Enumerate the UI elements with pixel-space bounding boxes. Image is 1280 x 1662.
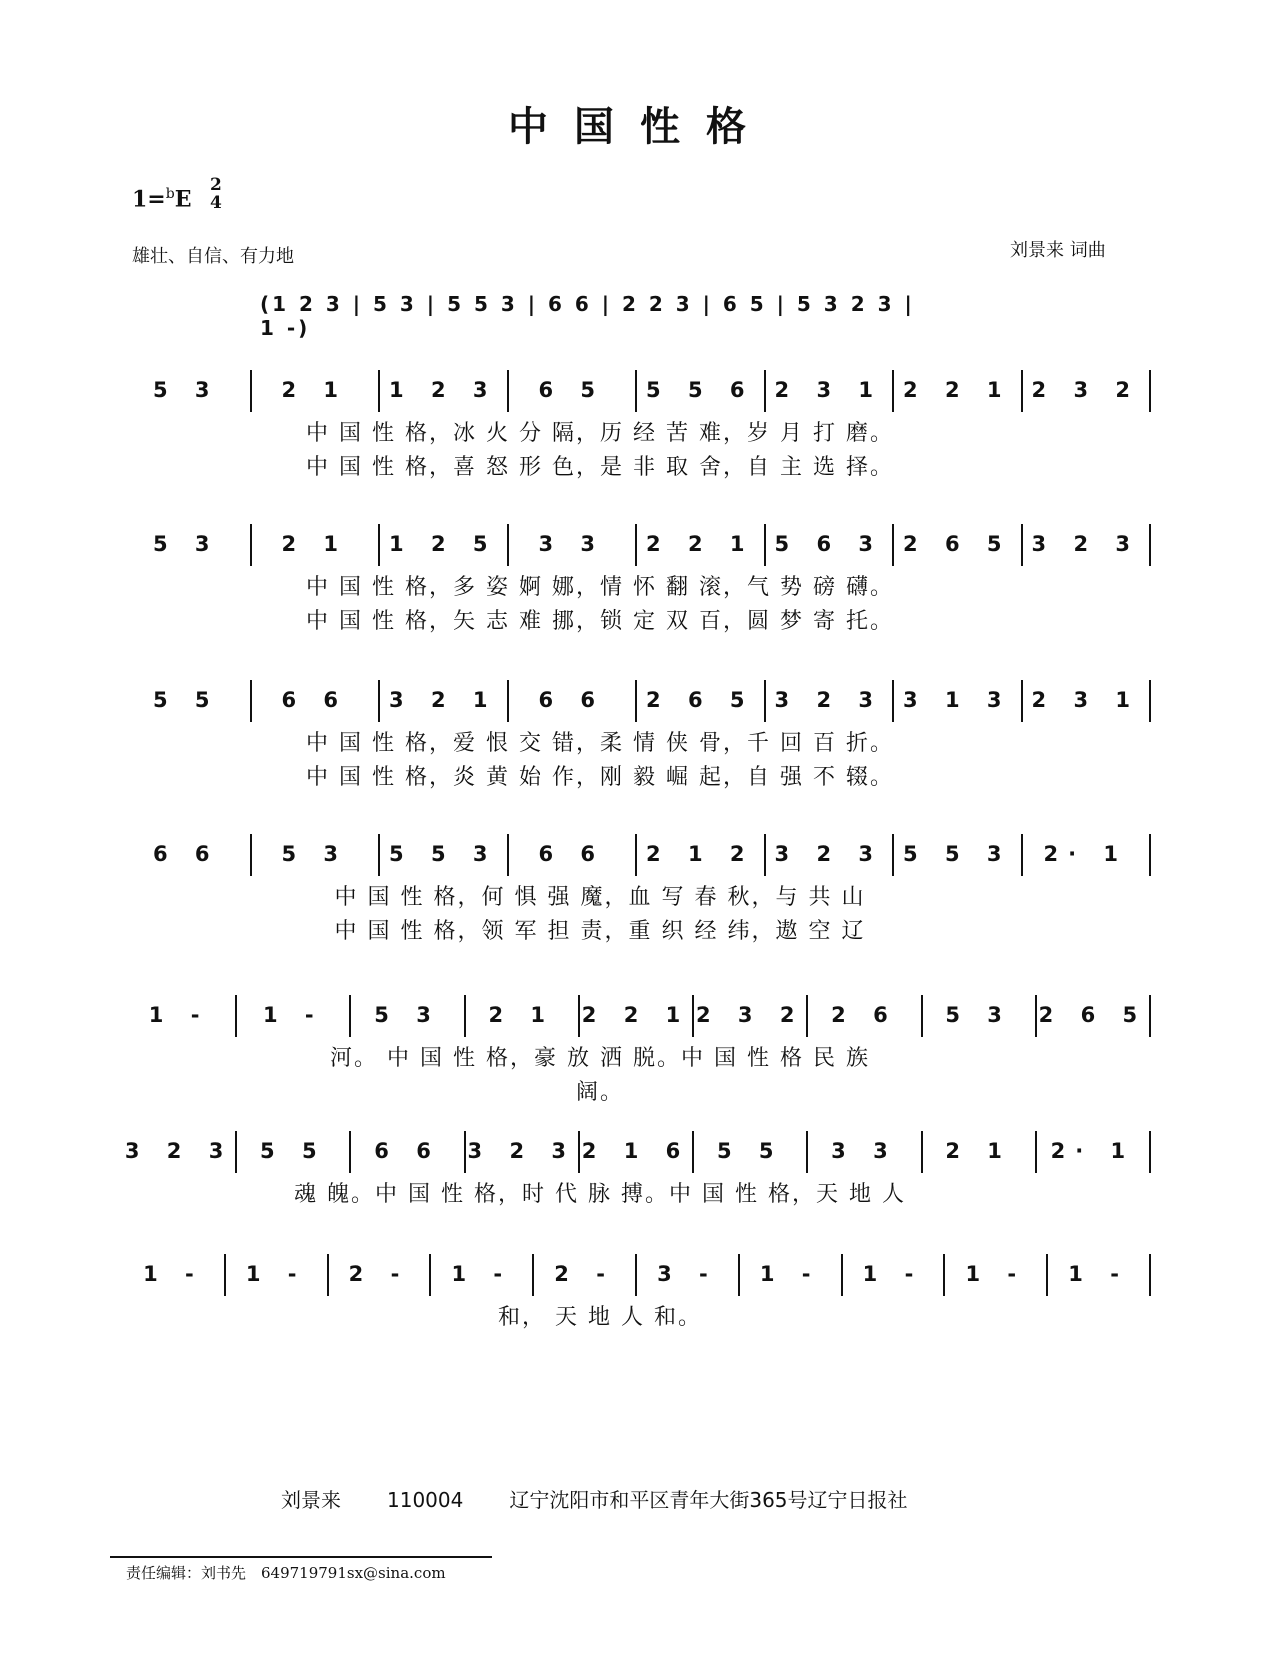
footer-info bbox=[281, 1484, 954, 1513]
measure: 3 2 1 bbox=[389, 688, 498, 712]
barline bbox=[1149, 995, 1151, 1037]
measure: 2 3 2 bbox=[1031, 378, 1140, 402]
barline bbox=[378, 834, 380, 876]
measure: 3 2 3 bbox=[1031, 532, 1140, 556]
measure: 3 2 3 bbox=[774, 842, 883, 866]
barline bbox=[250, 524, 252, 566]
barline bbox=[1035, 1131, 1037, 1173]
measure: 5 6 3 bbox=[774, 532, 883, 556]
barline bbox=[764, 680, 766, 722]
footer-postcode: 110004 bbox=[387, 1488, 464, 1512]
measure: 2 6 5 bbox=[646, 688, 755, 712]
footer-name: 刘景来 bbox=[281, 1488, 341, 1512]
barline bbox=[250, 370, 252, 412]
barline bbox=[378, 370, 380, 412]
barline bbox=[1035, 995, 1037, 1037]
barline bbox=[764, 524, 766, 566]
lyric-line: 中 国 性 格，领 军 担 责，重 织 经 纬，遨 空 辽 bbox=[334, 919, 866, 944]
measure: 1 - bbox=[759, 1262, 821, 1286]
barline bbox=[429, 1254, 431, 1296]
measure: 6 6 bbox=[152, 842, 220, 866]
barline bbox=[892, 680, 894, 722]
measure: 5 5 3 bbox=[389, 842, 498, 866]
barline bbox=[1149, 834, 1151, 876]
editor-divider bbox=[110, 1556, 492, 1558]
measure: 2 1 bbox=[488, 1003, 556, 1027]
barline bbox=[1149, 370, 1151, 412]
barline bbox=[892, 370, 894, 412]
measure: 3 - bbox=[657, 1262, 718, 1286]
measure: 2· 1 bbox=[1050, 1139, 1136, 1163]
measure: 1 - bbox=[245, 1262, 307, 1286]
tempo-marking: 雄壮、自信、有力地 bbox=[132, 246, 294, 267]
barline bbox=[806, 995, 808, 1037]
key-prefix: 1= bbox=[132, 186, 166, 213]
score-system bbox=[0, 1262, 1280, 1296]
barline bbox=[378, 680, 380, 722]
barline bbox=[692, 1131, 694, 1173]
score-system bbox=[0, 1003, 1280, 1037]
measure: 2 1 bbox=[945, 1139, 1012, 1163]
measure: 3 2 3 bbox=[774, 688, 883, 712]
lyric-line: 中 国 性 格，喜 怒 形 色，是 非 取 舍，自 主 选 择。 bbox=[306, 455, 894, 480]
measure: 1 2 3 bbox=[389, 378, 498, 402]
barline bbox=[921, 1131, 923, 1173]
measure: 2 - bbox=[554, 1262, 615, 1286]
measure: 5 3 bbox=[374, 1003, 441, 1027]
measure: 2 1 2 bbox=[646, 842, 755, 866]
footer-address: 辽宁沈阳市和平区青年大街365号辽宁日报社 bbox=[509, 1488, 908, 1512]
barline bbox=[327, 1254, 329, 1296]
measure: 5 3 bbox=[281, 842, 349, 866]
barline bbox=[841, 1254, 843, 1296]
barline bbox=[921, 995, 923, 1037]
measure: 2 - bbox=[348, 1262, 410, 1286]
measure: 2 3 2 bbox=[695, 1003, 805, 1027]
measure: 2 2 1 bbox=[903, 378, 1012, 402]
time-bottom: 4 bbox=[210, 193, 222, 213]
measure: 2 1 bbox=[281, 532, 349, 556]
lyric-line: 中 国 性 格，炎 黄 始 作，刚 毅 崛 起，自 强 不 辍。 bbox=[306, 765, 894, 790]
barline bbox=[464, 995, 466, 1037]
barline bbox=[635, 834, 637, 876]
measure: 3 3 bbox=[538, 532, 606, 556]
lyric-line: 中 国 性 格，矢 志 难 挪，锁 定 双 百，圆 梦 寄 托。 bbox=[306, 609, 894, 634]
measure: 2 6 5 bbox=[903, 532, 1012, 556]
measure: 2 1 bbox=[281, 378, 349, 402]
measure: 2 6 5 bbox=[1038, 1003, 1148, 1027]
score-system bbox=[0, 532, 1280, 566]
time-signature bbox=[210, 176, 222, 212]
barline bbox=[1149, 1131, 1151, 1173]
measure: 5 5 bbox=[152, 688, 220, 712]
measure: 6 6 bbox=[281, 688, 349, 712]
measure: 2· 1 bbox=[1043, 842, 1129, 866]
barline bbox=[635, 370, 637, 412]
barline bbox=[1021, 834, 1023, 876]
measure: 1 - bbox=[263, 1003, 324, 1027]
measure: 1 - bbox=[965, 1262, 1027, 1286]
measure: 2 3 1 bbox=[774, 378, 883, 402]
measure: 2 3 1 bbox=[1031, 688, 1140, 712]
barline bbox=[892, 524, 894, 566]
barline bbox=[943, 1254, 945, 1296]
barline bbox=[1149, 524, 1151, 566]
time-top: 2 bbox=[210, 175, 222, 195]
measure: 1 - bbox=[1068, 1262, 1129, 1286]
barline bbox=[378, 524, 380, 566]
measure: 1 - bbox=[143, 1262, 204, 1286]
lyric-line: 中 国 性 格，何 惧 强 魔，血 写 春 秋，与 共 山 bbox=[334, 885, 866, 910]
lyric-line: 中 国 性 格，爱 恨 交 错，柔 情 侠 骨，千 回 百 折。 bbox=[306, 731, 894, 756]
barline bbox=[1046, 1254, 1048, 1296]
key-signature bbox=[132, 175, 222, 213]
measure: 5 5 bbox=[716, 1139, 784, 1163]
barline bbox=[349, 995, 351, 1037]
measure: 5 5 6 bbox=[646, 378, 755, 402]
measure: 2 2 1 bbox=[646, 532, 755, 556]
barline bbox=[224, 1254, 226, 1296]
lyric-line: 河。 中 国 性 格，豪 放 洒 脱。中 国 性 格 民 族 bbox=[330, 1046, 870, 1071]
measure: 1 2 5 bbox=[389, 532, 498, 556]
barline bbox=[738, 1254, 740, 1296]
intro-notes: (1 2 3 | 5 3 | 5 5 3 | 6 6 | 2 2 3 | 6 5 | 5 3 2 3 | 1 -) bbox=[260, 292, 915, 340]
barline bbox=[764, 370, 766, 412]
barline bbox=[464, 1131, 466, 1173]
barline bbox=[635, 680, 637, 722]
barline bbox=[235, 995, 237, 1037]
measure: 3 2 3 bbox=[124, 1139, 234, 1163]
score-system bbox=[0, 378, 1280, 412]
measure: 3 1 3 bbox=[903, 688, 1012, 712]
barline bbox=[578, 995, 580, 1037]
barline bbox=[635, 1254, 637, 1296]
lyric-line: 中 国 性 格，冰 火 分 隔，历 经 苦 难，岁 月 打 磨。 bbox=[306, 421, 894, 446]
barline bbox=[806, 1131, 808, 1173]
barline bbox=[1149, 1254, 1151, 1296]
score-system bbox=[0, 1139, 1280, 1173]
barline bbox=[507, 524, 509, 566]
measure: 5 5 3 bbox=[903, 842, 1012, 866]
measure: 6 5 bbox=[538, 378, 606, 402]
measure: 1 - bbox=[148, 1003, 210, 1027]
measure: 5 5 bbox=[260, 1139, 327, 1163]
barline bbox=[349, 1131, 351, 1173]
lyric-line: 阔。 bbox=[575, 1080, 625, 1105]
measure: 1 - bbox=[451, 1262, 513, 1286]
lyric-line: 中 国 性 格，多 姿 婀 娜，情 怀 翻 滚，气 势 磅 礴。 bbox=[306, 575, 894, 600]
barline bbox=[532, 1254, 534, 1296]
measure: 2 2 1 bbox=[581, 1003, 691, 1027]
barline bbox=[578, 1131, 580, 1173]
barline bbox=[1021, 680, 1023, 722]
measure: 5 3 bbox=[152, 532, 220, 556]
barline bbox=[635, 524, 637, 566]
song-title: 中国性格 bbox=[508, 103, 772, 150]
measure: 6 6 bbox=[538, 688, 606, 712]
measure: 6 6 bbox=[374, 1139, 441, 1163]
measure: 3 3 bbox=[831, 1139, 898, 1163]
measure: 3 2 3 bbox=[467, 1139, 576, 1163]
score-system bbox=[0, 688, 1280, 722]
barline bbox=[692, 995, 694, 1037]
barline bbox=[892, 834, 894, 876]
author-credit: 刘景来 词曲 bbox=[1010, 240, 1106, 261]
lyric-line: 和， 天 地 人 和。 bbox=[498, 1305, 702, 1330]
measure: 5 3 bbox=[945, 1003, 1012, 1027]
barline bbox=[235, 1131, 237, 1173]
measure: 2 1 6 bbox=[581, 1139, 691, 1163]
barline bbox=[1149, 680, 1151, 722]
flat-sign: b bbox=[165, 186, 175, 202]
barline bbox=[1021, 524, 1023, 566]
score-system bbox=[0, 842, 1280, 876]
editor-info: 责任编辑：刘书先 649719791sx@sina.com bbox=[126, 1564, 446, 1582]
measure: 1 - bbox=[862, 1262, 924, 1286]
barline bbox=[507, 834, 509, 876]
lyric-line: 魂 魄。中 国 性 格，时 代 脉 搏。中 国 性 格，天 地 人 bbox=[294, 1182, 906, 1207]
barline bbox=[507, 680, 509, 722]
barline bbox=[764, 834, 766, 876]
barline bbox=[507, 370, 509, 412]
measure: 2 6 bbox=[831, 1003, 898, 1027]
intro-line bbox=[0, 292, 1280, 340]
key-tonic: E bbox=[174, 186, 192, 213]
barline bbox=[250, 834, 252, 876]
measure: 6 6 bbox=[538, 842, 606, 866]
measure: 5 3 bbox=[152, 378, 220, 402]
barline bbox=[1021, 370, 1023, 412]
barline bbox=[250, 680, 252, 722]
